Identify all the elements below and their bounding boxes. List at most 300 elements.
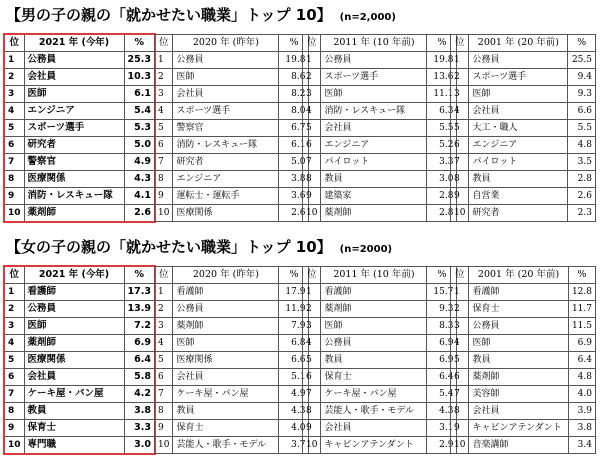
percent-cell: 13.6 — [427, 69, 457, 86]
year-header: 2020 年 (昨年) — [173, 267, 279, 284]
occupation-cell: パイロット — [469, 154, 568, 171]
percent-cell: 19.8 — [279, 52, 309, 69]
percent-cell: 3.5 — [568, 154, 596, 171]
percent-cell: 3.6 — [279, 188, 309, 205]
occupation-cell: 公務員 — [321, 52, 427, 69]
rank-cell: 7 — [303, 154, 321, 171]
percent-cell: 11.7 — [568, 301, 595, 318]
percent-header: % — [279, 267, 309, 284]
table-row — [155, 188, 309, 205]
rank-cell: 3 — [451, 318, 469, 335]
rank-cell: 7 — [451, 386, 469, 403]
table-row — [451, 403, 596, 420]
rank-cell: 6 — [303, 369, 321, 386]
occupation-cell: 医師 — [24, 318, 124, 335]
percent-cell: 8.2 — [279, 86, 309, 103]
table-header-row — [451, 267, 596, 284]
rank-cell: 1 — [303, 52, 321, 69]
rank-cell: 1 — [155, 284, 173, 301]
rank-cell: 6 — [155, 369, 173, 386]
table-row — [303, 335, 457, 352]
rank-cell: 9 — [451, 188, 469, 205]
rank-cell: 7 — [5, 154, 25, 171]
occupation-cell: 薬剤師 — [321, 301, 427, 318]
percent-cell: 2.6 — [279, 205, 309, 222]
percent-cell: 4.8 — [568, 369, 595, 386]
occupation-cell: 専門職 — [24, 437, 124, 454]
boys-title-row — [4, 4, 596, 26]
occupation-cell: 医療関係 — [24, 171, 124, 188]
rank-cell: 8 — [451, 403, 469, 420]
rank-cell: 7 — [451, 154, 469, 171]
rank-cell: 2 — [451, 69, 469, 86]
table-row — [5, 335, 155, 352]
table-row — [155, 301, 309, 318]
rank-cell: 6 — [5, 137, 25, 154]
occupation-cell: 教員 — [321, 352, 427, 369]
occupation-cell: スポーツ選手 — [469, 69, 568, 86]
percent-cell: 6.9 — [124, 335, 154, 352]
year-header: 2001 年 (20 年前) — [469, 35, 568, 52]
percent-cell: 5.4 — [427, 386, 457, 403]
percent-cell: 4.3 — [427, 403, 457, 420]
occupation-cell: エンジニア — [469, 137, 568, 154]
occupation-cell: 薬剤師 — [24, 205, 124, 222]
percent-cell: 6.3 — [427, 103, 457, 120]
percent-cell: 4.8 — [568, 137, 596, 154]
percent-cell: 3.4 — [568, 437, 595, 454]
percent-cell: 5.3 — [124, 120, 154, 137]
occupation-cell: 教員 — [321, 171, 427, 188]
table-row — [451, 120, 596, 137]
table-row — [155, 205, 309, 222]
rank-cell: 1 — [451, 284, 469, 301]
percent-header: % — [279, 35, 309, 52]
rank-cell: 4 — [5, 335, 25, 352]
occupation-cell: 薬剤師 — [321, 205, 427, 222]
percent-cell: 5.1 — [279, 369, 309, 386]
occupation-cell: 教員 — [469, 352, 568, 369]
ranking-table-1 — [154, 34, 309, 222]
table-row — [155, 437, 309, 454]
percent-cell: 4.9 — [279, 386, 309, 403]
ranking-table-2 — [302, 34, 457, 222]
rank-cell: 5 — [303, 120, 321, 137]
occupation-cell: 美容師 — [469, 386, 568, 403]
rank-header: 位 — [5, 267, 25, 284]
girls-title-row — [4, 236, 596, 258]
percent-cell: 8.6 — [279, 69, 309, 86]
table-row — [451, 420, 596, 437]
occupation-cell: ケーキ屋・パン屋 — [321, 386, 427, 403]
table-row — [155, 154, 309, 171]
rank-cell: 5 — [451, 352, 469, 369]
occupation-cell: 看護師 — [469, 284, 568, 301]
percent-cell: 6.8 — [279, 335, 309, 352]
rank-cell: 10 — [451, 437, 469, 454]
occupation-cell: 医師 — [469, 335, 568, 352]
percent-cell: 6.1 — [279, 137, 309, 154]
percent-cell: 9.4 — [568, 69, 596, 86]
occupation-cell: 建築家 — [321, 188, 427, 205]
percent-cell: 5.4 — [124, 103, 154, 120]
table-header-row — [303, 267, 457, 284]
occupation-cell: 会社員 — [469, 103, 568, 120]
occupation-cell: 警察官 — [173, 120, 279, 137]
percent-cell: 3.0 — [427, 171, 457, 188]
table-row — [155, 69, 309, 86]
ranking-table-1 — [154, 266, 309, 454]
percent-cell: 3.3 — [427, 154, 457, 171]
occupation-cell: キャビンアテンダント — [321, 437, 427, 454]
occupation-cell: 看護師 — [173, 284, 279, 301]
table-row — [451, 52, 596, 69]
table-row — [451, 171, 596, 188]
rank-cell: 6 — [5, 369, 25, 386]
rank-cell: 5 — [155, 352, 173, 369]
table-row — [155, 403, 309, 420]
occupation-cell: 公務員 — [469, 52, 568, 69]
rank-cell: 3 — [155, 318, 173, 335]
rank-cell: 2 — [5, 69, 25, 86]
rank-header: 位 — [451, 267, 469, 284]
table-row — [303, 369, 457, 386]
ranking-table-2 — [302, 266, 457, 454]
occupation-cell: ケーキ屋・パン屋 — [24, 386, 124, 403]
occupation-cell: 薬剤師 — [24, 335, 124, 352]
occupation-cell: 医師 — [173, 69, 279, 86]
percent-cell: 11.5 — [568, 318, 595, 335]
percent-cell: 8.3 — [427, 318, 457, 335]
rank-header: 位 — [155, 267, 173, 284]
table-row — [303, 420, 457, 437]
table-row — [303, 52, 457, 69]
girls-section — [4, 236, 596, 456]
percent-cell: 17.3 — [124, 284, 154, 301]
percent-header: % — [124, 35, 154, 52]
percent-cell: 6.9 — [427, 335, 457, 352]
rank-cell: 4 — [451, 335, 469, 352]
year-header: 2021 年 (今年) — [24, 35, 124, 52]
occupation-cell: 公務員 — [469, 318, 568, 335]
table-row — [451, 69, 596, 86]
percent-cell: 5.0 — [279, 154, 309, 171]
table-row — [303, 437, 457, 454]
rank-cell: 1 — [155, 52, 173, 69]
table-row — [303, 352, 457, 369]
percent-cell: 4.2 — [124, 386, 154, 403]
table-row — [303, 205, 457, 222]
table-row — [5, 205, 155, 222]
rank-header: 位 — [5, 35, 25, 52]
table-row — [155, 335, 309, 352]
rank-cell: 8 — [303, 171, 321, 188]
rank-cell: 2 — [303, 301, 321, 318]
percent-cell: 2.3 — [568, 205, 596, 222]
table-row — [451, 301, 596, 318]
percent-cell: 6.4 — [427, 369, 457, 386]
table-row — [5, 369, 155, 386]
table-header-row — [303, 35, 457, 52]
table-row — [155, 52, 309, 69]
percent-header: % — [568, 35, 596, 52]
rank-cell: 10 — [303, 205, 321, 222]
table-row — [303, 137, 457, 154]
occupation-cell: 看護師 — [321, 284, 427, 301]
table-row — [155, 318, 309, 335]
percent-cell: 17.9 — [279, 284, 309, 301]
percent-cell: 2.9 — [427, 437, 457, 454]
rank-cell: 7 — [303, 386, 321, 403]
percent-cell: 6.6 — [279, 352, 309, 369]
percent-cell: 25.3 — [124, 52, 154, 69]
percent-cell: 6.1 — [124, 86, 154, 103]
occupation-cell: 芸能人・歌手・モデル — [321, 403, 427, 420]
rank-cell: 1 — [451, 52, 469, 69]
percent-cell: 5.2 — [427, 137, 457, 154]
occupation-cell: 消防・レスキュー隊 — [173, 137, 279, 154]
table-row — [451, 284, 596, 301]
table-row — [5, 86, 155, 103]
girls-tables — [4, 266, 596, 456]
rank-cell: 4 — [155, 103, 173, 120]
percent-cell: 9.3 — [568, 86, 596, 103]
occupation-cell: 会社員 — [173, 369, 279, 386]
rank-cell: 8 — [5, 171, 25, 188]
occupation-cell: 自営業 — [469, 188, 568, 205]
percent-cell: 11.9 — [279, 301, 309, 318]
occupation-cell: 看護師 — [24, 284, 124, 301]
occupation-cell: ケーキ屋・パン屋 — [173, 386, 279, 403]
occupation-cell: 大工・職人 — [469, 120, 568, 137]
rank-cell: 10 — [155, 437, 173, 454]
occupation-cell: 研究者 — [173, 154, 279, 171]
occupation-cell: 教員 — [24, 403, 124, 420]
occupation-cell: 教員 — [173, 403, 279, 420]
percent-cell: 10.3 — [124, 69, 154, 86]
occupation-cell: 医師 — [321, 318, 427, 335]
rank-cell: 7 — [155, 386, 173, 403]
occupation-cell: 保育士 — [24, 420, 124, 437]
percent-cell: 4.1 — [124, 188, 154, 205]
boys-sample-size: (n=2,000) — [339, 12, 396, 23]
percent-cell: 6.9 — [568, 335, 595, 352]
occupation-cell: エンジニア — [173, 171, 279, 188]
percent-cell: 9.3 — [427, 301, 457, 318]
occupation-cell: 医師 — [173, 335, 279, 352]
table-row — [155, 86, 309, 103]
rank-cell: 2 — [155, 301, 173, 318]
boys-tables — [4, 34, 596, 224]
rank-header: 位 — [303, 267, 321, 284]
percent-cell: 5.0 — [124, 137, 154, 154]
year-header: 2011 年 (10 年前) — [321, 35, 427, 52]
table-row — [5, 301, 155, 318]
rank-cell: 3 — [303, 318, 321, 335]
occupation-cell: 研究者 — [469, 205, 568, 222]
occupation-cell: 薬剤師 — [469, 369, 568, 386]
occupation-cell: 運転士・運転手 — [173, 188, 279, 205]
table-row — [5, 403, 155, 420]
table-row — [5, 171, 155, 188]
table-row — [155, 171, 309, 188]
table-row — [303, 386, 457, 403]
percent-cell: 19.8 — [427, 52, 457, 69]
table-row — [303, 188, 457, 205]
percent-cell: 8.0 — [279, 103, 309, 120]
percent-cell: 2.6 — [124, 205, 154, 222]
rank-cell: 8 — [451, 171, 469, 188]
percent-cell: 4.3 — [124, 171, 154, 188]
rank-cell: 7 — [155, 154, 173, 171]
occupation-cell: 芸能人・歌手・モデル — [173, 437, 279, 454]
rank-cell: 3 — [5, 86, 25, 103]
rank-header: 位 — [451, 35, 469, 52]
occupation-cell: 消防・レスキュー隊 — [24, 188, 124, 205]
occupation-cell: キャビンアテンダント — [469, 420, 568, 437]
table-row — [5, 52, 155, 69]
occupation-cell: 公務員 — [173, 301, 279, 318]
ranking-table-0 — [4, 266, 155, 454]
table-row — [155, 386, 309, 403]
percent-cell: 6.7 — [279, 120, 309, 137]
rank-header: 位 — [155, 35, 173, 52]
percent-cell: 3.8 — [279, 171, 309, 188]
table-row — [155, 369, 309, 386]
occupation-cell: 医師 — [321, 86, 427, 103]
rank-cell: 9 — [5, 420, 25, 437]
percent-cell: 3.3 — [124, 420, 154, 437]
table-row — [303, 103, 457, 120]
percent-cell: 5.8 — [124, 369, 154, 386]
boys-section — [4, 4, 596, 224]
rank-cell: 9 — [303, 188, 321, 205]
percent-cell: 3.1 — [427, 420, 457, 437]
occupation-cell: 公務員 — [24, 301, 124, 318]
occupation-cell: 保育士 — [173, 420, 279, 437]
table-row — [303, 301, 457, 318]
rank-cell: 5 — [451, 120, 469, 137]
table-row — [451, 437, 596, 454]
occupation-cell: パイロット — [321, 154, 427, 171]
table-row — [451, 103, 596, 120]
table-row — [451, 86, 596, 103]
occupation-cell: 医療関係 — [24, 352, 124, 369]
year-header: 2021 年 (今年) — [24, 267, 124, 284]
table-row — [5, 437, 155, 454]
boys-title: 【男の子の親の「就かせたい職業」トップ 10】 — [6, 6, 332, 24]
table-row — [303, 171, 457, 188]
rank-cell: 3 — [451, 86, 469, 103]
percent-cell: 2.8 — [427, 188, 457, 205]
rank-cell: 9 — [5, 188, 25, 205]
occupation-cell: 音楽講師 — [469, 437, 568, 454]
rank-cell: 8 — [155, 403, 173, 420]
table-row — [5, 154, 155, 171]
occupation-cell: 会社員 — [24, 69, 124, 86]
table-row — [451, 386, 596, 403]
rank-cell: 5 — [155, 120, 173, 137]
occupation-cell: 医療関係 — [173, 205, 279, 222]
table-row — [155, 120, 309, 137]
percent-cell: 5.5 — [568, 120, 596, 137]
table-header-row — [155, 267, 309, 284]
table-row — [303, 120, 457, 137]
table-row — [5, 188, 155, 205]
table-row — [155, 137, 309, 154]
occupation-cell: エンジニア — [24, 103, 124, 120]
percent-header: % — [427, 267, 457, 284]
ranking-table-3 — [450, 34, 596, 222]
table-row — [451, 335, 596, 352]
percent-cell: 2.8 — [427, 205, 457, 222]
rank-cell: 4 — [303, 103, 321, 120]
occupation-cell: 警察官 — [24, 154, 124, 171]
percent-cell: 12.8 — [568, 284, 595, 301]
table-row — [303, 318, 457, 335]
ranking-table-3 — [450, 266, 596, 454]
percent-cell: 4.9 — [124, 154, 154, 171]
percent-cell: 7.2 — [124, 318, 154, 335]
occupation-cell: エンジニア — [321, 137, 427, 154]
percent-cell: 13.9 — [124, 301, 154, 318]
occupation-cell: 教員 — [469, 171, 568, 188]
percent-cell: 3.8 — [124, 403, 154, 420]
rank-cell: 10 — [451, 205, 469, 222]
rank-cell: 8 — [303, 403, 321, 420]
percent-cell: 25.5 — [568, 52, 596, 69]
table-row — [5, 386, 155, 403]
percent-cell: 5.5 — [427, 120, 457, 137]
table-header-row — [5, 267, 155, 284]
rank-cell: 8 — [5, 403, 25, 420]
percent-cell: 6.4 — [568, 352, 595, 369]
occupation-cell: 公務員 — [173, 52, 279, 69]
occupation-cell: 会社員 — [24, 369, 124, 386]
year-header: 2011 年 (10 年前) — [321, 267, 427, 284]
occupation-cell: スポーツ選手 — [321, 69, 427, 86]
occupation-cell: 研究者 — [24, 137, 124, 154]
percent-cell: 4.3 — [279, 403, 309, 420]
percent-header: % — [427, 35, 457, 52]
table-row — [5, 120, 155, 137]
table-row — [155, 103, 309, 120]
rank-cell: 2 — [5, 301, 25, 318]
percent-cell: 11.1 — [427, 86, 457, 103]
percent-cell: 6.4 — [124, 352, 154, 369]
percent-cell: 2.6 — [568, 188, 596, 205]
rank-cell: 10 — [5, 437, 25, 454]
ranking-table-0 — [4, 34, 155, 222]
rank-cell: 5 — [5, 352, 25, 369]
occupation-cell: スポーツ選手 — [24, 120, 124, 137]
occupation-cell: 会社員 — [173, 86, 279, 103]
percent-cell: 15.7 — [427, 284, 457, 301]
rank-cell: 4 — [303, 335, 321, 352]
occupation-cell: 医師 — [24, 86, 124, 103]
occupation-cell: 会社員 — [469, 403, 568, 420]
rank-cell: 2 — [303, 69, 321, 86]
table-row — [5, 284, 155, 301]
rank-cell: 1 — [303, 284, 321, 301]
table-row — [155, 352, 309, 369]
occupation-cell: 保育士 — [321, 369, 427, 386]
table-row — [5, 69, 155, 86]
percent-cell: 7.9 — [279, 318, 309, 335]
rank-cell: 2 — [155, 69, 173, 86]
occupation-cell: 消防・レスキュー隊 — [321, 103, 427, 120]
rank-cell: 2 — [451, 301, 469, 318]
